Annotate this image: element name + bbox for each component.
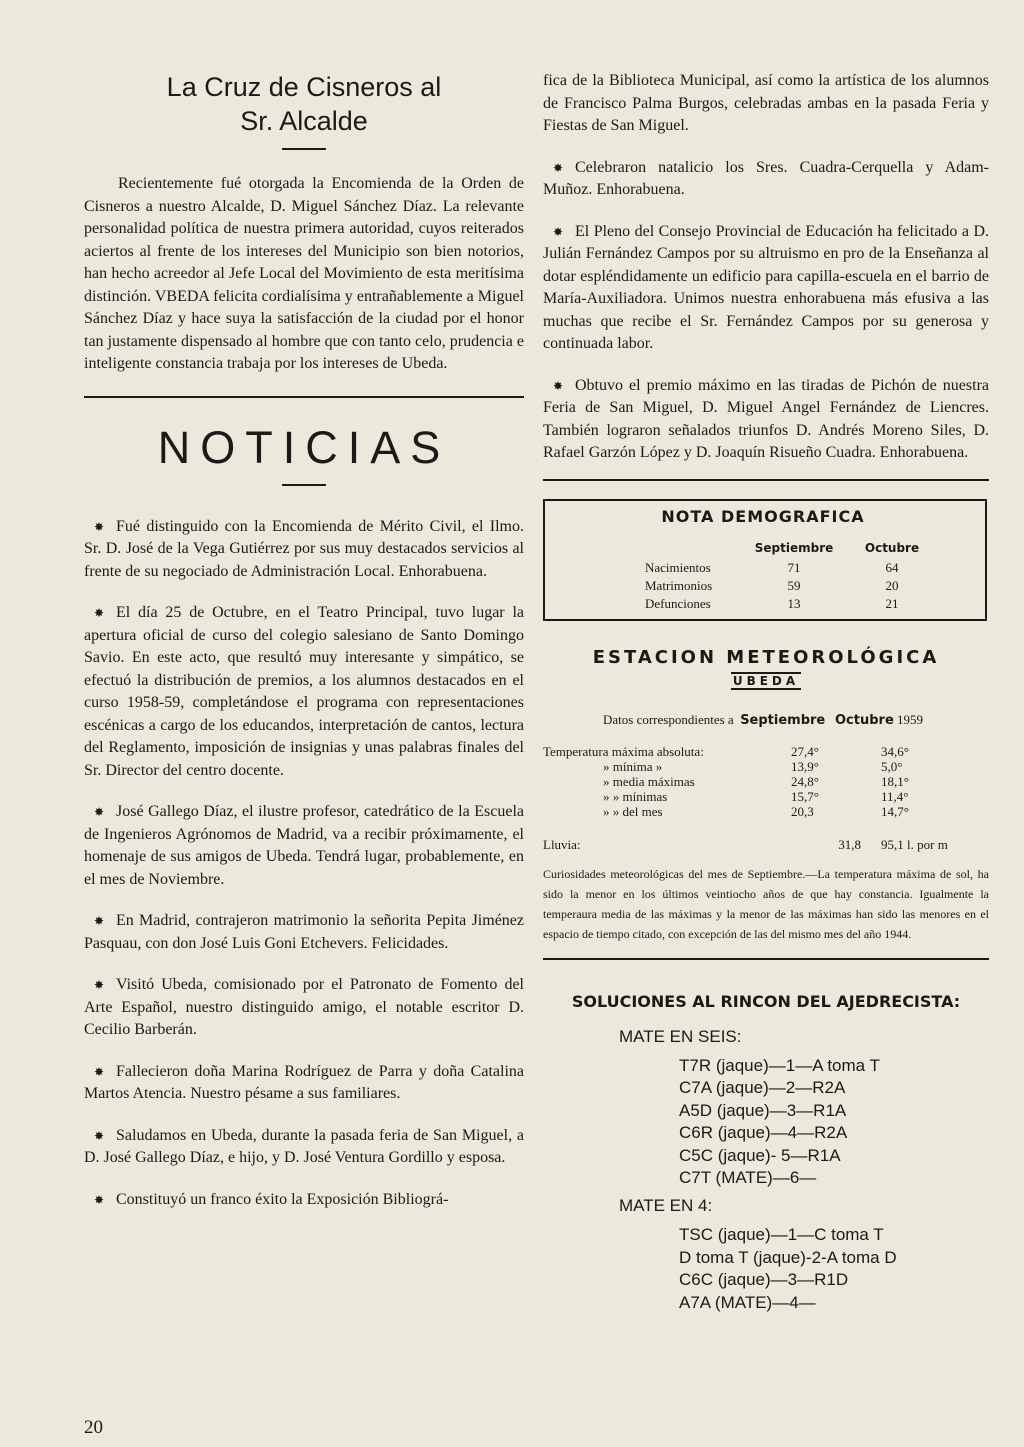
news-item: ✸ Celebraron natalicio los Sres. Cuadra-Cerquella y Adam-Muñoz. Enhorabuena. [543,158,989,198]
table-row: Nacimientos 71 64 [645,559,899,575]
table-row: Lluvia: 31,8 95,1 l. por m [543,836,948,852]
news-item: ✸ Fué distinguido con la Encomienda de Mérito Civil, el Ilmo. Sr. D. José de la Vega Gutiérrez por sus muy destacados servicios al frente de su negociado de Administración Local. Enhorabuena. [84,517,524,580]
table-row: Defunciones 13 21 [645,595,899,611]
meteo-table [543,744,948,852]
bullet-icon: ✸ [552,224,564,239]
bullet-icon: ✸ [93,1192,105,1207]
meteo-title: ESTACION METEOROLÓGICA [592,646,940,668]
article-body: Recientemente fué otorgada la Encomienda de la Orden de Cisneros a nuestro Alcalde, D. Miguel Sánchez Díaz. La relevante personalidad política de nuestra primera autoridad, cuyos reiterados aciertos al frente de los intereses del Municipio son bien notorios, han hecho acreedor al Jefe Local del Movimiento de esta meritísima distinción. VBEDA felicita cordialísima y entrañablemente a Miguel Sánchez Díaz y hace suya la satisfacción de la ciudad por el honor tan justamente dispensado al hombre que con tanto celo, prudencia e inteligente constancia trabaja por los intereses de Ubeda. [84,175,524,372]
meteo-datos: Datos correspondientes a Septiembre Octubre 1959 [603,711,924,728]
mate-seis-lines: T7R (jaque)—1—A toma T C7A (jaque)—2—R2A A5D (jaque)—3—R1A C6R (jaque)—4—R2A C5C (jaque)- 5—R1A C7T (MATE)—6— [679,1055,880,1188]
news-item: ✸ José Gallego Díaz, el ilustre profesor, catedrático de la Escuela de Ingenieros Agrónomos de Madrid, va a recibir próximamente, el homenaje de sus amigos de Ubeda. Tendrá lugar, probablemente, en el mes de Noviembre. [84,803,524,888]
bullet-icon: ✸ [93,914,105,928]
bullet-icon: ✸ [552,160,564,175]
page-number: 20 [84,1417,103,1438]
news-list-right [543,70,989,465]
right-divider [543,958,989,960]
section-divider [84,396,524,398]
table-row: Matrimonios 59 20 [645,577,899,593]
mate-cuatro-lines: TSC (jaque)—1—C toma T D toma T (jaque)-2-A toma D C6C (jaque)—3—R1D A7A (MATE)—4— [679,1225,897,1312]
news-continuation: fica de la Biblioteca Municipal, así como la artística de los alumnos de Francisco Palma Burgos, celebradas ambas en la pasada Feria y Fiestas de San Miguel. [543,72,989,134]
article-title [84,70,524,138]
news-item: ✸ El Pleno del Consejo Provincial de Educación ha felicitado a D. Julián Fernández Campos por su altruismo en pro de la Enseñanza al dotar espléndidamente un edificio para capilla-escuela en el barrio de María-Auxiliadora. Unimos nuestra enhorabuena más efusiva a las muchas que recibe el Sr. Fernández Campos por su generosa y continuada labor. [543,222,989,352]
col-header: Octubre [864,540,920,555]
demografica-table [555,540,943,613]
table-row: » » mínimas 15,7° 11,4° [603,788,909,804]
news-item: ✸ Fallecieron doña Marina Rodríguez de Parra y doña Catalina Martos Atencia. Nuestro pésame a sus familiares. [84,1062,524,1102]
col-header: Septiembre [754,540,834,555]
news-item: ✸ Constituyó un franco éxito la Exposición Bibliográ- [84,1189,524,1212]
news-item: ✸ Obtuvo el premio máximo en las tiradas de Pichón de nuestra Feria de San Miguel, D. Miguel Angel Fernández de Liencres. También lograron señalados triunfos D. Andrés Moreno Siles, D. Rafael Garzón López y D. Joaquín Risueño Cuadra. Enhorabuena. [543,376,989,461]
mate-seis-heading: MATE EN SEIS: [619,1026,742,1046]
table-row: » mínima » 13,9° 5,0° [603,758,903,774]
bullet-icon: ✸ [93,1064,105,1079]
noticias-heading: NOTICIAS [157,421,451,473]
news-item: ✸ El día 25 de Octubre, en el Teatro Principal, tuvo lugar la apertura oficial de curso del colegio salesiano de Santo Domingo Savio. En este acto, que resultó muy interesante y simpático, se efectuó la distribución de premios, a los alumnos destacados en el curso 1958-59, completándose el programa con representaciones escénicas a cargo de los educandos, interpretación de cantos, lectura del Reglamento, imposición de insignias y unas palabras finales del Sr. Director del centro docente. [84,604,524,779]
bullet-icon: ✸ [552,378,564,393]
article-title-line-2: Sr. Alcalde [240,106,368,136]
table-row: » media máximas 24,8° 18,1° [603,773,909,789]
bullet-icon: ✸ [93,606,105,620]
left-column [84,70,524,1211]
soluciones-title: SOLUCIONES AL RINCON DEL AJEDRECISTA: [571,991,961,1011]
news-item: ✸ Visitó Ubeda, comisionado por el Patronato de Fomento del Arte Español, nuestro distinguido amigo, el notable escritor D. Cecilio Barberán. [84,976,524,1038]
nota-demografica-box [543,499,987,621]
meteo-curiosidades: Curiosidades meteorológicas del mes de Septiembre.—La temperatura máxima de sol, ha sido la menor en los últimos veintiocho años de que hay constancia. Igualmente la temperaura media de las máximas y la menor de las máximas han sido las menores en el espacio de tiempo citado, con excepción de las del mismo mes del año 1944. [543,866,989,941]
bullet-icon: ✸ [93,978,105,992]
article-title-line-1: La Cruz de Cisneros al [166,72,442,102]
table-row: » » del mes 20,3 14,7° [603,803,909,819]
news-item: ✸ Saludamos en Ubeda, durante la pasada feria de San Miguel, a D. José Gallego Díaz, e hijo, y D. José Ventura Gordillo y esposa. [84,1126,524,1166]
table-row: Temperatura máxima absoluta: 27,4° 34,6° [543,743,909,759]
noticias-rule [282,484,326,486]
news-list-left [84,516,524,1212]
meteo-subtitle: UBEDA [732,673,800,688]
news-item: ✸ En Madrid, contrajeron matrimonio la señorita Pepita Jiménez Pasquau, con don José Luis Goni Etchevers. Felicidades. [84,912,524,952]
bullet-icon: ✸ [93,1128,105,1143]
title-rule [282,148,326,150]
right-divider [543,479,989,481]
mate-cuatro-heading: MATE EN 4: [619,1196,713,1216]
bullet-icon: ✸ [93,519,105,534]
nota-demografica-title: NOTA DEMOGRAFICA [661,506,865,526]
bullet-icon: ✸ [93,805,105,819]
right-column [543,70,989,1314]
